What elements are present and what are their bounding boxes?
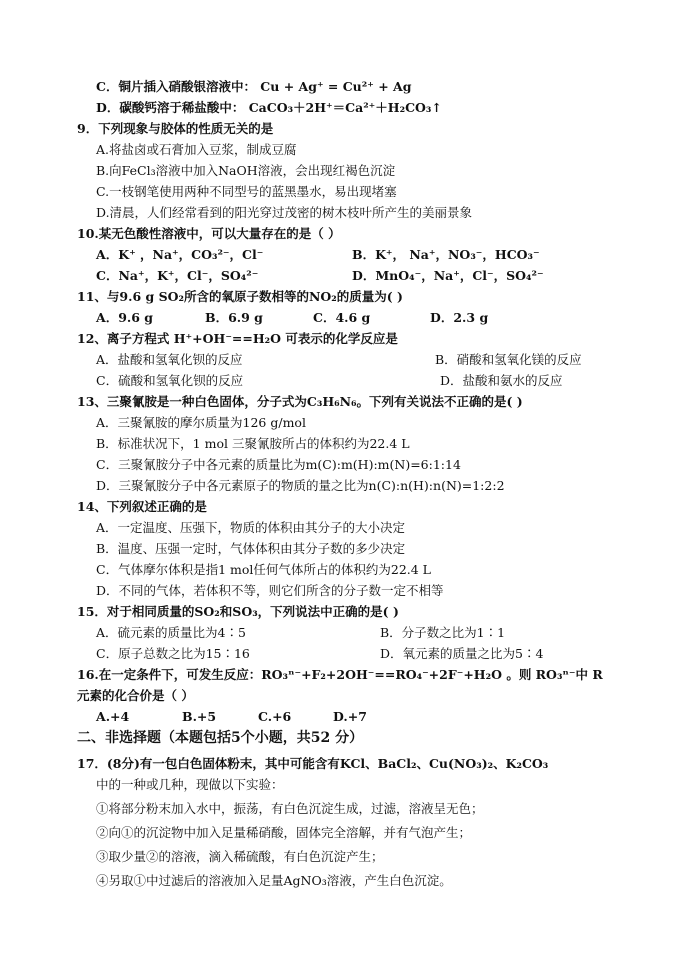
- q11-option-d: D．2.3 g: [430, 310, 489, 325]
- q14-option-c: C．气体摩尔体积是指1 mol任何气体所占的体积约为22.4 L: [96, 562, 431, 577]
- q9-option-b: B.向FeCl₃溶液中加入NaOH溶液，会出现红褐色沉淀: [96, 163, 396, 178]
- q16-stem: 16.在一定条件下，可发生反应：RO₃ⁿ⁻+F₂+2OH⁻==RO₄⁻+2F⁻+H₂O 。则 RO₃ⁿ⁻中 R: [77, 667, 603, 682]
- q11-option-c: C．4.6 g: [313, 310, 371, 325]
- q10-option-b: B．K⁺， Na⁺，NO₃⁻，HCO₃⁻: [352, 247, 540, 262]
- q14-option-d: D．不同的气体，若体积不等，则它们所含的分子数一定不相等: [96, 583, 444, 598]
- q9-option-c: C.一枝钢笔使用两种不同型号的蓝黑墨水，易出现堵塞: [96, 184, 397, 199]
- q15-stem: 15．对于相同质量的SO₂和SO₃，下列说法中正确的是( ): [77, 604, 399, 619]
- q17-step-4: ④另取①中过滤后的溶液加入足量AgNO₃溶液，产生白色沉淀。: [96, 873, 452, 888]
- q15-option-b: B．分子数之比为1∶1: [380, 625, 506, 640]
- q13-option-c: C．三聚氰胺分子中各元素的质量比为m(C):m(H):m(N)=6:1:14: [96, 457, 461, 472]
- q10-stem: 10.某无色酸性溶液中，可以大量存在的是（ ）: [77, 226, 341, 241]
- q12-option-d: D．盐酸和氨水的反应: [440, 373, 563, 388]
- q17-stem-continued: 中的一种或几种，现做以下实验：: [96, 777, 284, 792]
- q16-option-d: D.+7: [333, 709, 367, 724]
- q12-option-a: A．盐酸和氢氧化钡的反应: [96, 352, 243, 367]
- q17-step-2: ②向①的沉淀物中加入足量稀硝酸，固体完全溶解，并有气泡产生；: [96, 825, 472, 840]
- q16-option-a: A.+4: [96, 709, 130, 724]
- q17-step-1: ①将部分粉末加入水中，振荡，有白色沉淀生成，过滤，溶液呈无色；: [96, 801, 484, 816]
- q12-stem: 12、离子方程式 H⁺+OH⁻==H₂O 可表示的化学反应是: [77, 331, 398, 346]
- section-title: 二、非选择题（本题包括5个小题，共52 分）: [77, 730, 364, 746]
- q15-option-d: D．氧元素的质量之比为5∶4: [380, 646, 544, 661]
- q11-option-a: A．9.6 g: [96, 310, 154, 325]
- q8-option-d: D．碳酸钙溶于稀盐酸中： CaCO₃＋2H⁺＝Ca²⁺＋H₂CO₃↑: [96, 100, 442, 115]
- q15-option-c: C．原子总数之比为15∶16: [96, 646, 250, 661]
- q10-option-d: D．MnO₄⁻，Na⁺，Cl⁻，SO₄²⁻: [352, 268, 544, 283]
- q13-stem: 13、三聚氰胺是一种白色固体，分子式为C₃H₆N₆。下列有关说法不正确的是( ): [77, 394, 523, 409]
- q13-option-d: D．三聚氰胺分子中各元素原子的物质的量之比为n(C):n(H):n(N)=1:2:2: [96, 478, 505, 493]
- q14-option-a: A．一定温度、压强下，物质的体积由其分子的大小决定: [96, 520, 406, 535]
- q13-option-a: A．三聚氰胺的摩尔质量为126 g/mol: [96, 415, 306, 430]
- q9-option-d: D.清晨，人们经常看到的阳光穿过茂密的树木枝叶所产生的美丽景象: [96, 205, 473, 220]
- q11-stem: 11、与9.6 g SO₂所含的氧原子数相等的NO₂的质量为( ): [77, 289, 403, 304]
- q12-option-b: B．硝酸和氢氧化镁的反应: [435, 352, 582, 367]
- q12-option-c: C．硫酸和氢氧化钡的反应: [96, 373, 244, 388]
- q9-stem: 9．下列现象与胶体的性质无关的是: [77, 121, 274, 136]
- q16-option-c: C.+6: [258, 709, 292, 724]
- q16-option-b: B.+5: [182, 709, 217, 724]
- q17-step-3: ③取少量②的溶液，滴入稀硫酸，有白色沉淀产生；: [96, 849, 384, 864]
- q8-option-c: C．铜片插入硝酸银溶液中： Cu + Ag⁺ = Cu²⁺ + Ag: [96, 79, 412, 94]
- q13-option-b: B．标准状况下，1 mol 三聚氰胺所占的体积约为22.4 L: [96, 436, 410, 451]
- q9-option-a: A.将盐卤或石膏加入豆浆，制成豆腐: [96, 142, 297, 157]
- q17-stem: 17．(8分)有一包白色固体粉末，其中可能含有KCl、BaCl₂、Cu(NO₃)₂、K₂CO₃: [77, 756, 549, 771]
- q11-option-b: B．6.9 g: [205, 310, 263, 325]
- q10-option-c: C．Na⁺，K⁺，Cl⁻，SO₄²⁻: [96, 268, 259, 283]
- q15-option-a: A．硫元素的质量比为4∶5: [96, 625, 246, 640]
- q16-stem-continued: 元素的化合价是（ ）: [77, 688, 194, 703]
- q14-stem: 14、下列叙述正确的是: [77, 499, 207, 514]
- q14-option-b: B．温度、压强一定时，气体体积由其分子数的多少决定: [96, 541, 406, 556]
- q10-option-a: A．K⁺ ，Na⁺，CO₃²⁻，Cl⁻: [96, 247, 264, 262]
